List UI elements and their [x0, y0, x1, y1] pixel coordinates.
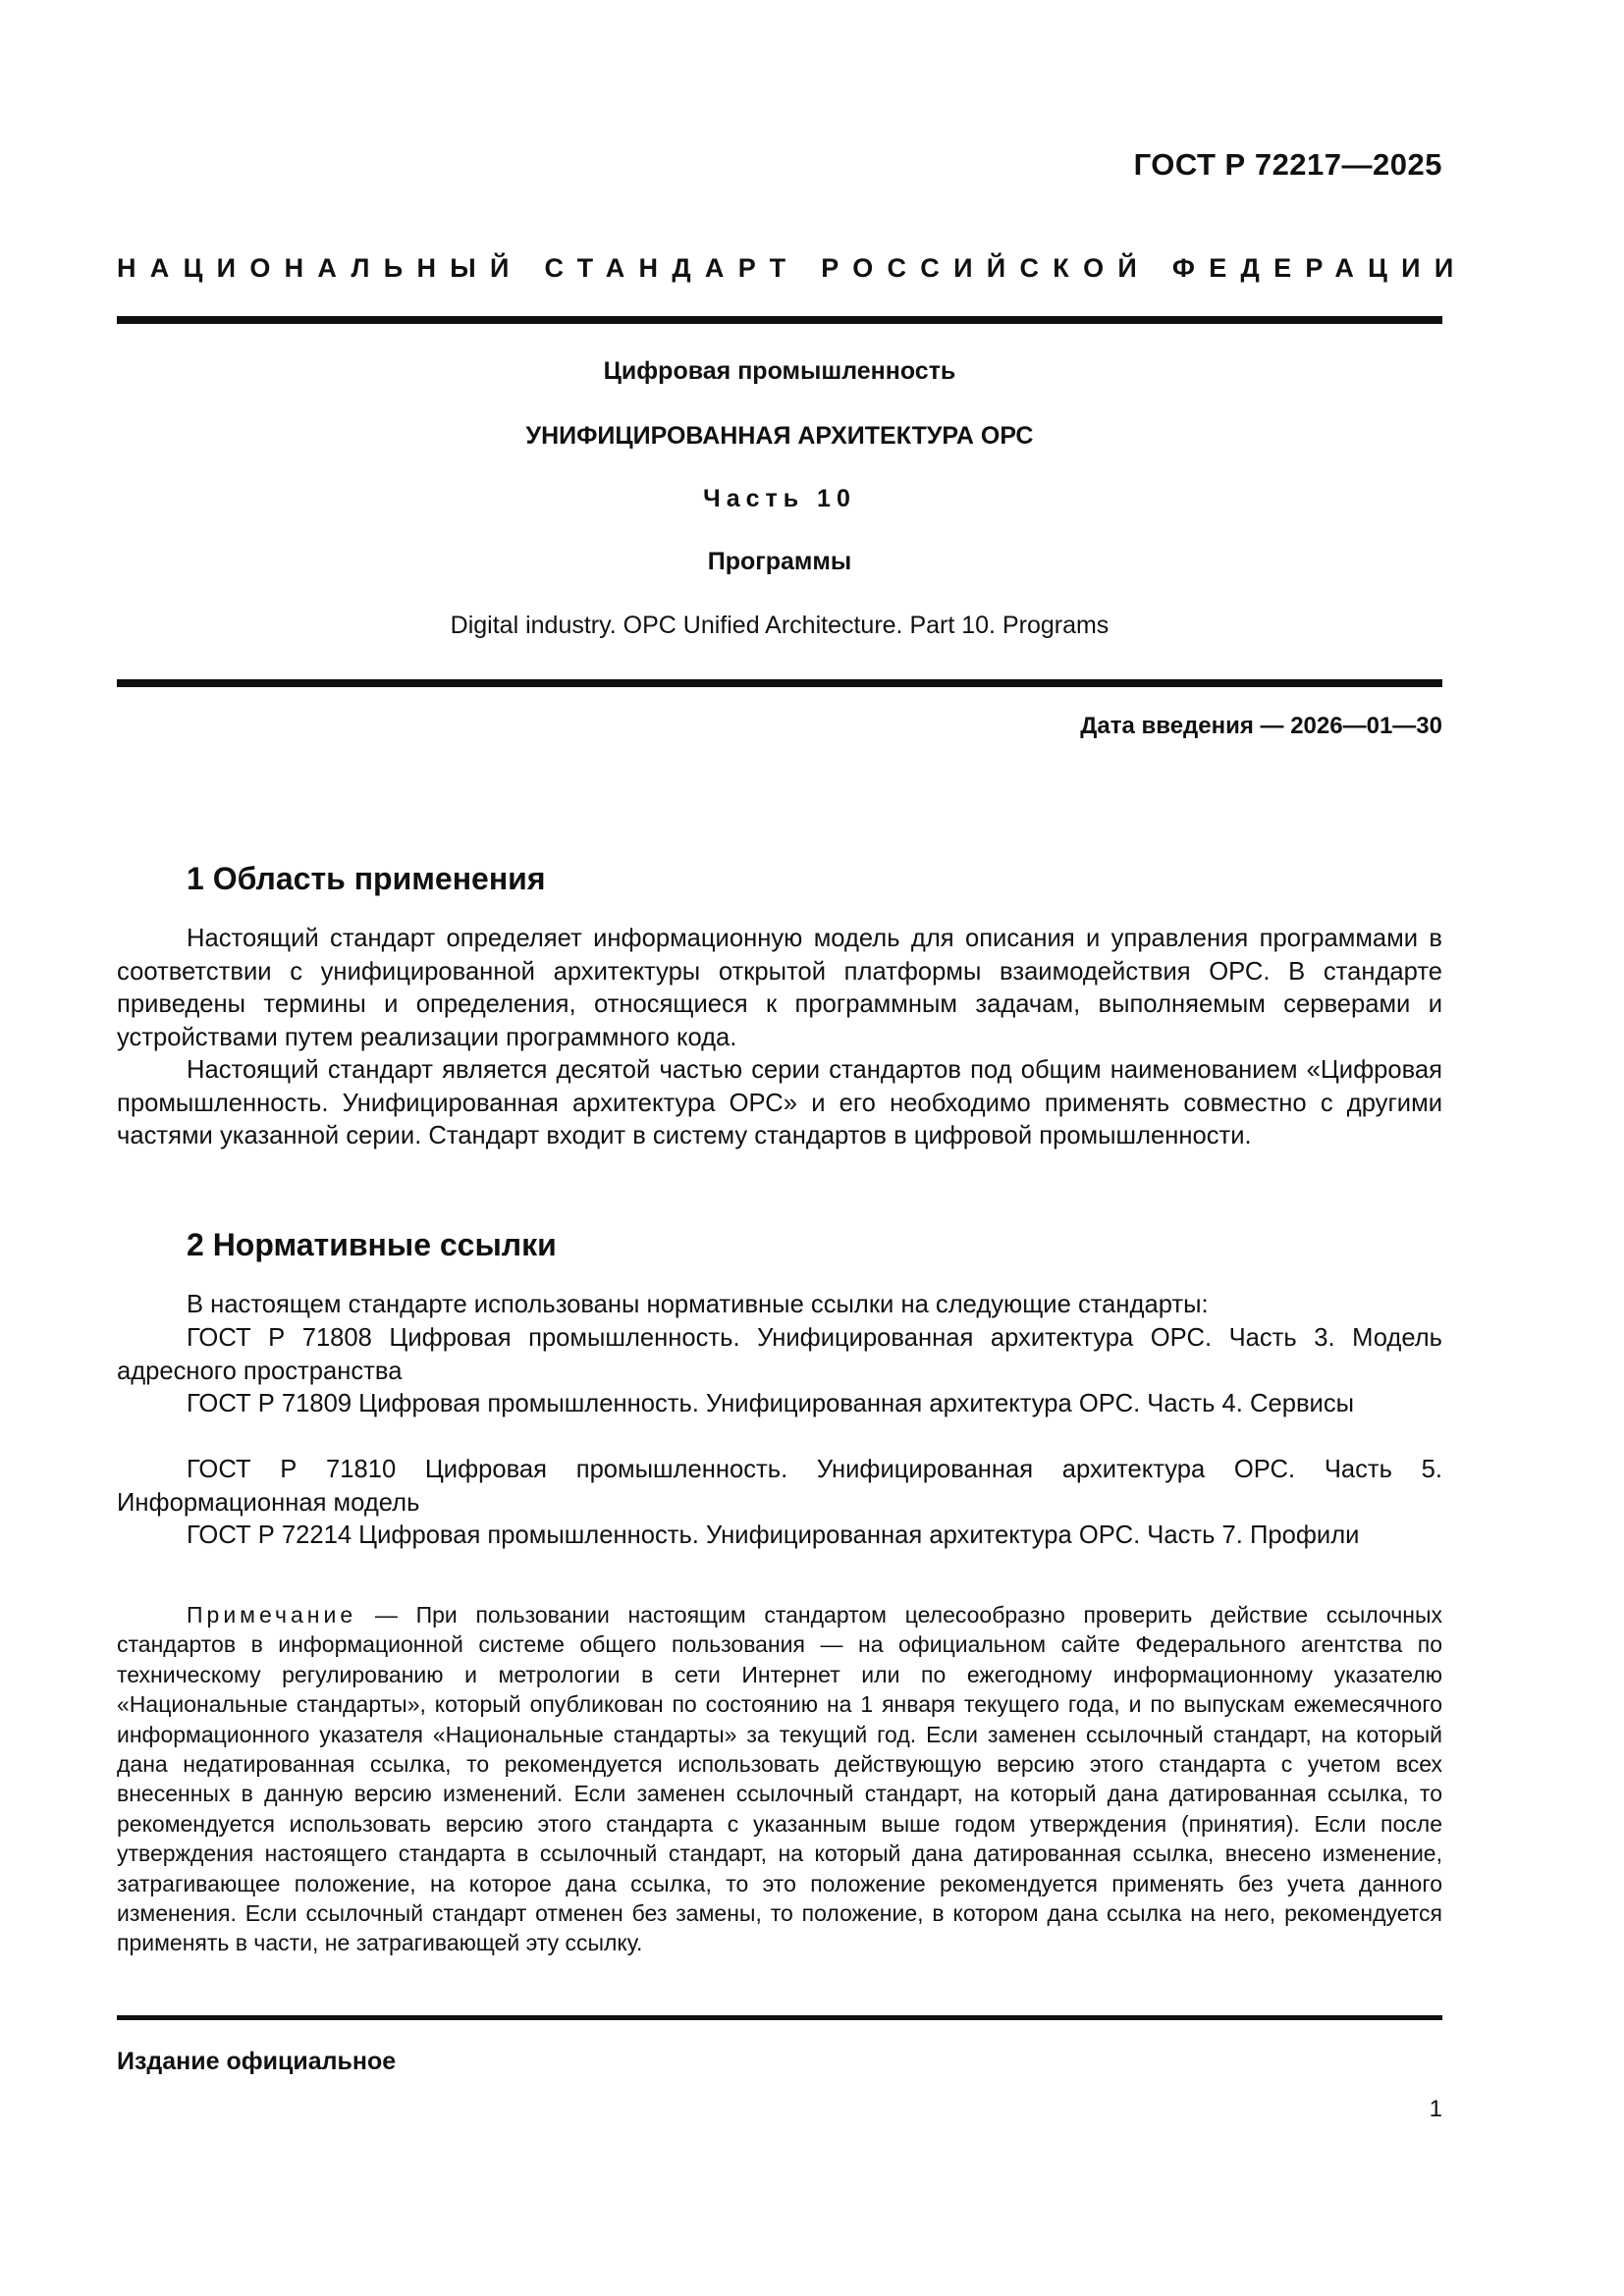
top-divider	[117, 316, 1442, 324]
note-text: — При пользовании настоящим стандартом целесообразно проверить действие ссылочных стандартов в информационной системе общего пользования — на официальном сайте Федерального агентства по техническому регулированию и метрологии в сети Интернет или по ежегодному информационному указателю «Национальные стандарты», который опубликован по состоянию на 1 января текущего года, и по выпускам ежемесячного информационного указателя «Национальные стандарты» за текущий год. Если заменен ссылочный стандарт, на который дана недатированная ссылка, то рекомендуется использовать действующую версию этого стандарта с учетом всех внесенных в данную версию изменений. Если заменен ссылочный стандарт, на который дана датированная ссылка, то рекомендуется использовать версию этого стандарта с указанным выше годом утверждения (принятия). Если после утверждения настоящего стандарта в ссылочный стандарт, на который дана датированная ссылка, внесено изменение, затрагивающее положение, на которое дана ссылка, то это положение рекомендуется применять без учета данного изменения. Если ссылочный стандарт отменен без замены, то положение, в котором дана ссылка на него, рекомендуется применять в части, не затрагивающей эту ссылку.	[117, 1602, 1442, 1956]
title-series: Цифровая промышленность	[603, 357, 956, 385]
introduction-date: Дата введения — 2026—01—30	[1080, 713, 1442, 739]
title-divider	[117, 679, 1442, 687]
section-1-heading: 1 Область применения	[187, 861, 546, 896]
title-main: УНИФИЦИРОВАННАЯ АРХИТЕКТУРА ОРС	[525, 422, 1034, 450]
note-block	[117, 1600, 1442, 1958]
page-number: 1	[1429, 2096, 1442, 2122]
reference-item: ГОСТ Р 72214 Цифровая промышленность. Унифицированная архитектура ОРС. Часть 7. Профили	[187, 1522, 1360, 1549]
section-1-paragraph: Настоящий стандарт определяет информационную модель для описания и управления программами в соответствии с унифицированной архитектуры открытой платформы взаимодействия ОРС. В стандарте приведены термины и определения, относящиеся к программным задачам, выполняемым серверами и устройствами путем реализации программного кода.	[117, 925, 1442, 1051]
note-label: Примечание	[187, 1602, 357, 1628]
standard-designation: ГОСТ Р 72217—2025	[1133, 147, 1442, 182]
reference-item: ГОСТ Р 71808 Цифровая промышленность. Унифицированная архитектура ОРС. Часть 3. Модель адресного пространства	[117, 1324, 1442, 1385]
reference-item: ГОСТ Р 71809 Цифровая промышленность. Унифицированная архитектура ОРС. Часть 4. Сервисы	[187, 1390, 1355, 1417]
official-edition-label: Издание официальное	[117, 2048, 397, 2075]
reference-item: ГОСТ Р 71810 Цифровая промышленность. Унифицированная архитектура ОРС. Часть 5. Информационная модель	[117, 1456, 1442, 1517]
section-2-paragraph: В настоящем стандарте использованы нормативные ссылки на следующие стандарты:	[187, 1291, 1209, 1318]
footer-divider	[117, 2015, 1442, 2020]
national-standard-banner: НАЦИОНАЛЬНЫЙ СТАНДАРТ РОССИЙСКОЙ ФЕДЕРАЦИИ	[117, 253, 1468, 283]
title-part: Часть 10	[703, 485, 856, 512]
section-2-heading: 2 Нормативные ссылки	[187, 1227, 557, 1262]
title-english: Digital industry. OPC Unified Architecture. Part 10. Programs	[450, 612, 1110, 639]
title-subject: Программы	[707, 548, 852, 575]
section-1-paragraph: Настоящий стандарт является десятой частью серии стандартов под общим наименованием «Цифровая промышленность. Унифицированная архитектура ОРС» и его необходимо применять совместно с другими частями указанной серии. Стандарт входит в систему стандартов в цифровой промышленности.	[117, 1056, 1442, 1149]
